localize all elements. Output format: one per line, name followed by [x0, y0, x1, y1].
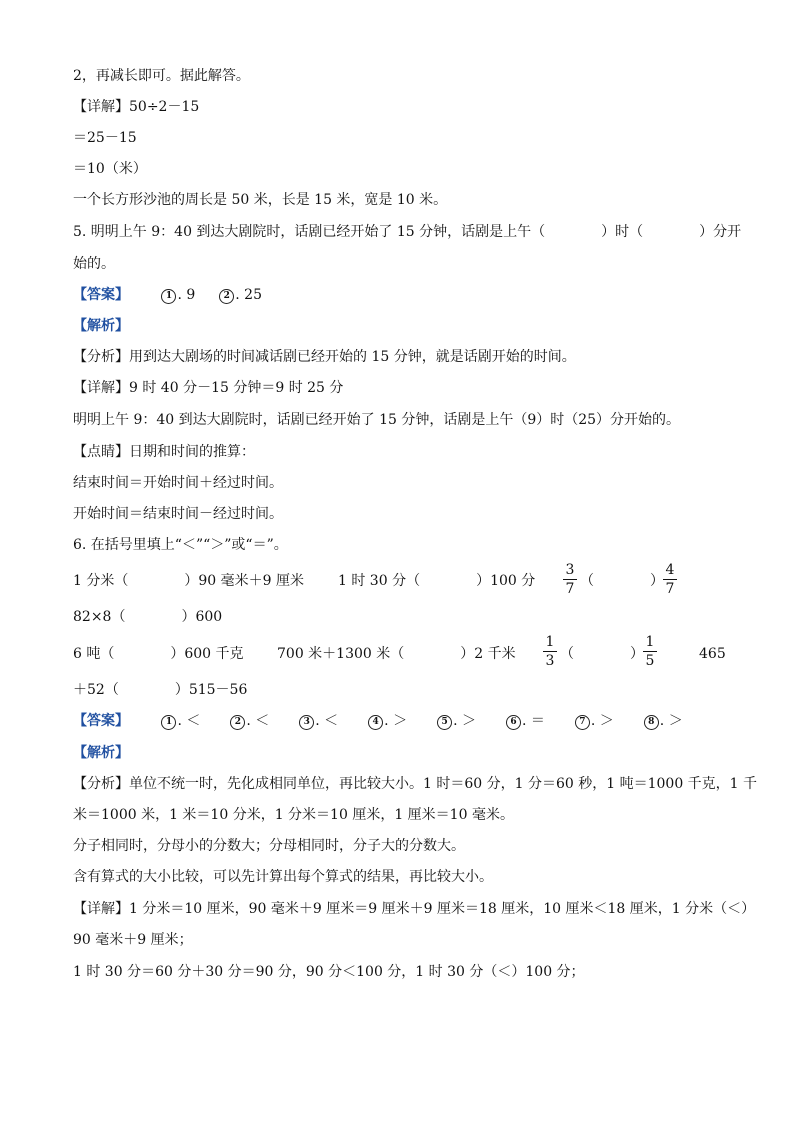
analysis-tag: 【解析】 [73, 745, 129, 761]
answer-item [299, 711, 338, 731]
fraction-3-7 [563, 562, 577, 597]
circled-number: 8 [644, 715, 659, 730]
note-text: 日期和时间的推算： [129, 444, 255, 460]
q5-answer-line [73, 285, 262, 305]
note-tag: 【点睛】 [73, 444, 129, 460]
rule-line: 结束时间＝开始时间＋经过时间。 [73, 475, 283, 491]
answer-value: . ＜ [177, 713, 201, 729]
answer-item [437, 711, 476, 731]
q6-item-5: 6 吨（ ）600 千克 [73, 646, 244, 662]
circled-number: 1 [161, 715, 176, 730]
q6-paren: （ ） [580, 573, 664, 589]
analysis-sub-tag: 【分析】 [73, 349, 129, 365]
q6-detail-line [73, 899, 755, 919]
fraction-1-3 [543, 634, 557, 669]
circled-number: 2 [230, 715, 245, 730]
q6-answer-list [133, 713, 682, 729]
fraction-numerator: 4 [665, 562, 675, 578]
answer-value: . ＝ [521, 713, 545, 729]
q6-answer-line [73, 711, 683, 731]
text-line: 2，再减长即可。据此解答。 [73, 68, 250, 84]
question-5: 5. 明明上午 9：40 到达大剧院时，话剧已经开始了 15 分钟，话剧是上午（ ）时（ ）分开 [73, 224, 742, 240]
text-line: ＝25－15 [73, 130, 137, 146]
q6-item-8-start: 465 [699, 646, 726, 662]
q5-analysis-line [73, 347, 576, 367]
answer-tag: 【答案】 [73, 287, 129, 303]
fraction-numerator: 1 [645, 634, 655, 650]
rule-line: 分子相同时，分母小的分数大；分母相同时，分子大的分数大。 [73, 838, 465, 854]
answer-item [506, 711, 545, 731]
q5-note-line [73, 442, 255, 462]
detail-tag: 【详解】 [73, 901, 129, 917]
analysis-tag: 【解析】 [73, 318, 129, 334]
answer-item [368, 711, 407, 731]
analysis-text: 用到达大剧场的时间减话剧已经开始的 15 分钟，就是话剧开始的时间。 [129, 349, 576, 365]
answer-value: . ＜ [246, 713, 270, 729]
q6-item-6: 700 米＋1300 米（ ）2 千米 [277, 646, 516, 662]
answer-tag: 【答案】 [73, 713, 129, 729]
detail-text: 50÷2－15 [129, 99, 200, 115]
circled-number: 5 [437, 715, 452, 730]
fraction-numerator: 3 [565, 562, 575, 578]
analysis-text: 单位不统一时，先化成相同单位，再比较大小。1 时＝60 分，1 分＝60 秒，1 吨＝1000 千克，1 千 [129, 776, 758, 792]
fraction-denominator: 7 [565, 581, 575, 597]
q6-item-8-cont: ＋52（ ）515－56 [73, 682, 248, 698]
detail-text: 9 时 40 分－15 分钟＝9 时 25 分 [129, 380, 344, 396]
answer-value: . ＞ [659, 713, 683, 729]
q6-analysis-cont: 米＝1000 米，1 米＝10 分米，1 分米＝10 厘米，1 厘米＝10 毫米。 [73, 807, 514, 823]
circled-number: 4 [368, 715, 383, 730]
q5-answer-list [133, 287, 262, 303]
fraction-denominator: 3 [545, 653, 555, 669]
circled-number: 7 [575, 715, 590, 730]
answer-value: . 25 [235, 287, 262, 303]
answer-item [161, 711, 200, 731]
answer-item [230, 711, 269, 731]
answer-value: . ＞ [590, 713, 614, 729]
fraction-1-5 [643, 634, 657, 669]
rule-line: 含有算式的大小比较，可以先计算出每个算式的结果，再比较大小。 [73, 869, 493, 885]
answer-value: . ＞ [384, 713, 408, 729]
q6-item-1: 1 分米（ ）90 毫米＋9 厘米 [73, 573, 304, 589]
circled-number: 2 [219, 289, 234, 304]
fraction-bar [543, 651, 557, 652]
fraction-bar [563, 579, 577, 580]
detail-line [73, 97, 199, 117]
answer-item [219, 285, 262, 305]
q6-detail-cont: 90 毫米＋9 厘米； [73, 932, 193, 948]
detail-tag: 【详解】 [73, 380, 129, 396]
analysis-sub-tag: 【分析】 [73, 776, 129, 792]
q6-item-4: 82×8（ ）600 [73, 609, 223, 625]
detail-text: 1 分米＝10 厘米，90 毫米＋9 厘米＝9 厘米＋9 厘米＝18 厘米，10 厘米＜18 厘米，1 分米（＜） [129, 901, 756, 917]
q6-paren: （ ） [560, 646, 644, 662]
q6-analysis-line [73, 774, 757, 794]
answer-item [644, 711, 683, 731]
text-line: ＝10（米） [73, 161, 147, 177]
fraction-4-7 [663, 562, 677, 597]
q5-detail-line [73, 378, 343, 398]
answer-item [575, 711, 614, 731]
answer-value: . 9 [177, 287, 196, 303]
fraction-denominator: 7 [665, 581, 675, 597]
circled-number: 1 [161, 289, 176, 304]
text-line: 一个长方形沙池的周长是 50 米，长是 15 米，宽是 10 米。 [73, 192, 448, 208]
fraction-numerator: 1 [545, 634, 555, 650]
q6-detail-cont: 1 时 30 分＝60 分＋30 分＝90 分，90 分＜100 分，1 时 30 分（＜）100 分； [73, 964, 585, 980]
fraction-bar [643, 651, 657, 652]
question-5-cont: 始的。 [73, 256, 115, 272]
circled-number: 3 [299, 715, 314, 730]
detail-tag: 【详解】 [73, 99, 129, 115]
answer-value: . ＜ [315, 713, 339, 729]
q5-result: 明明上午 9：40 到达大剧院时，话剧已经开始了 15 分钟，话剧是上午（9）时（25）分开始的。 [73, 412, 681, 428]
answer-value: . ＞ [453, 713, 476, 729]
circled-number: 6 [506, 715, 521, 730]
fraction-bar [663, 579, 677, 580]
fraction-denominator: 5 [645, 653, 655, 669]
q6-item-2: 1 时 30 分（ ）100 分 [338, 573, 536, 589]
rule-line: 开始时间＝结束时间－经过时间。 [73, 506, 283, 522]
question-6: 6. 在括号里填上“＜”“＞”或“＝”。 [73, 537, 288, 553]
answer-item [161, 285, 195, 305]
